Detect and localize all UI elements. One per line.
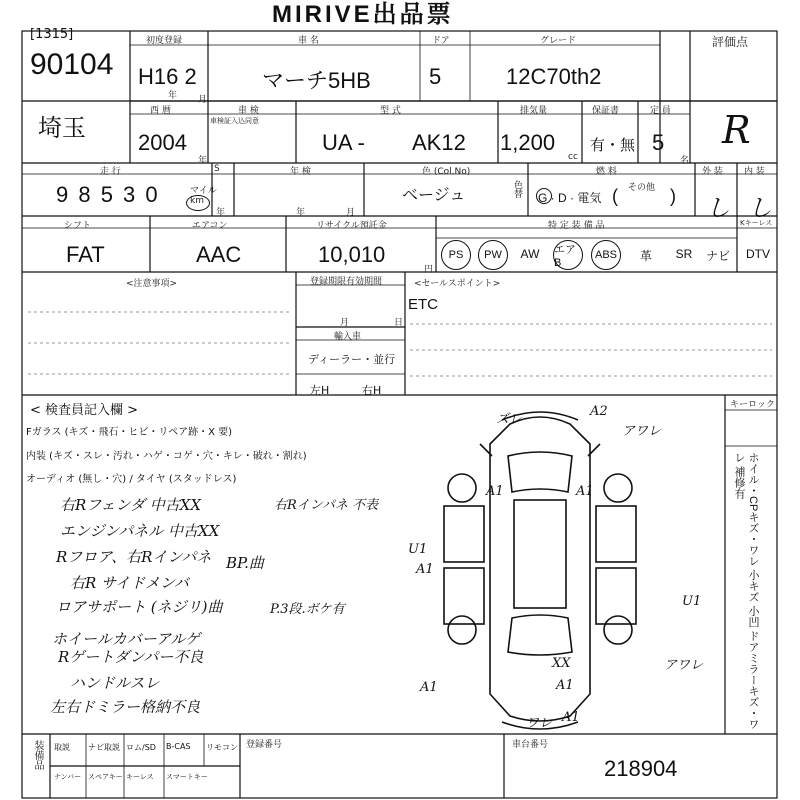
hand-note-7: Rゲートダンパー不良	[58, 648, 204, 666]
first-reg-value: H16 2	[138, 64, 197, 89]
diagram-mark: A1	[486, 484, 504, 499]
dealer-option: ディーラー・並行	[308, 353, 396, 366]
diagram-mark: XX	[552, 656, 571, 671]
color-value: ベージュ	[402, 187, 466, 204]
capacity-unit: 名	[680, 156, 690, 166]
grade: 12C70th2	[506, 64, 602, 89]
lot-bracket-number: [1315]	[30, 27, 74, 42]
western-year-label: 西 暦	[150, 106, 171, 116]
inspection-label: 車 検	[238, 106, 259, 116]
year-suffix: 年	[198, 156, 208, 166]
diagram-mark: A1	[556, 678, 574, 693]
warranty-label: 保証書	[592, 106, 620, 116]
inspector-header: < 検査員記入欄 >	[30, 403, 139, 418]
model-prefix: UA -	[322, 130, 365, 155]
equip-item: 革	[639, 249, 652, 263]
hand-extra-p3: P.3段.ボケ有	[270, 602, 345, 617]
reg-number-label: 登録番号	[246, 740, 283, 750]
keyless-label: Kキーレス	[740, 219, 773, 227]
int-value: し	[748, 194, 772, 222]
shift: FAT	[66, 242, 105, 267]
footer-item-bottom: ナンバー	[54, 773, 82, 781]
footer-item-top: B-CAS	[166, 742, 191, 751]
equip-item: DTV	[746, 247, 770, 261]
footer-item-top: ナビ取説	[88, 743, 120, 752]
hand-note-1: 右Rフェンダ 中古XX	[60, 496, 202, 514]
fuel-options: G · D · 電気	[538, 191, 602, 205]
fuel-other: その他	[628, 183, 656, 193]
recycle: 10,010	[318, 242, 386, 267]
region: 埼玉	[38, 115, 86, 142]
recycle-label: リサイクル預託金	[316, 221, 387, 231]
equip-item: ABS	[591, 240, 621, 270]
inspector-interior-line: 内装 (キズ・スレ・汚れ・ハゲ・コゲ・穴・キレ・破れ・割れ)	[26, 451, 307, 462]
diagram-mark: アワレ	[664, 658, 704, 673]
doors-label: ドア	[432, 36, 450, 46]
s-unit: 年	[216, 208, 226, 218]
deadline-label: 登録期限有効期間	[310, 277, 383, 287]
hand-note-9: 左右ドミラー格納不良	[50, 698, 201, 716]
doors: 5	[429, 64, 442, 89]
hand-note-8: ハンドルスレ	[70, 674, 160, 692]
hand-extra-panel: 右Rインパネ 不表	[274, 498, 379, 513]
mileage: 9 8 5 3 0	[56, 182, 160, 207]
diagram-mark: U1	[682, 594, 702, 609]
ac-label: エアコン	[192, 221, 228, 231]
capacity: 5	[652, 130, 665, 155]
footer-item-top: ロム/SD	[126, 743, 156, 752]
ext-label: 外 装	[702, 167, 723, 177]
int-label: 内 装	[744, 167, 765, 177]
year-label: 年	[168, 91, 178, 101]
diagram-mark: A1	[420, 680, 438, 695]
hand-extra-bp: BP.曲	[226, 554, 264, 572]
car-diagram	[440, 404, 640, 734]
chassis-label: 車台番号	[512, 740, 549, 750]
footer-item-bottom: スマートキー	[166, 773, 208, 781]
diagram-mark: ワレ	[526, 716, 553, 731]
grade-label: グレード	[540, 36, 577, 46]
equip-item: PW	[478, 240, 508, 270]
shift-label: シフト	[64, 221, 92, 231]
sales-point-label: <セールスポイント>	[414, 279, 501, 289]
equip-item: PS	[441, 240, 471, 270]
import-label: 輸入車	[334, 332, 362, 342]
inspector-audio-line: オーディオ (無し・穴) / タイヤ (スタッドレス)	[26, 474, 237, 485]
hand-note-6: ホイールカバーアルゲ	[52, 630, 201, 648]
western-year: 2004	[138, 130, 187, 155]
mileage-unit-km: km	[190, 196, 204, 206]
inspection-note: 車検証入込同意	[210, 117, 259, 125]
diagram-mark: A1	[576, 484, 594, 499]
mileage-unit-mile: マイル	[190, 186, 217, 196]
capacity-label: 定 員	[650, 106, 671, 116]
page-title: MIRIVE出品票	[272, 1, 454, 28]
equip-label: 特 定 装 備 品	[548, 221, 605, 231]
color-label: 色 (Col.No)	[422, 167, 471, 177]
caution-label: <注意事項>	[126, 279, 178, 289]
ac: AAC	[196, 242, 242, 267]
diagram-mark: A2	[590, 404, 608, 419]
fuel-label: 燃 料	[596, 167, 617, 177]
footer-item-bottom: スペアキー	[88, 773, 123, 781]
chassis-number: 218904	[604, 756, 678, 781]
deadline-day: 日	[394, 318, 404, 328]
inspector-glass-line: Fガラス (キズ・飛石・ヒビ・リペア跡・X 要)	[26, 427, 233, 438]
yen-label: 円	[424, 265, 434, 275]
equip-item: AW	[520, 247, 540, 261]
deadline-month: 月	[340, 318, 350, 328]
equip-item: ナビ	[705, 249, 730, 263]
month-label: 月	[198, 95, 208, 105]
fuel-other-paren-open: (	[612, 186, 618, 206]
cc-label: cc	[568, 152, 578, 162]
fuel-other-paren-close: )	[670, 186, 676, 206]
sales-point-value: ETC	[408, 296, 438, 313]
hand-note-3: Rフロア、右Rインパネ	[56, 548, 212, 566]
side-note: ホイル・CPキズ・ワレ 小キズ 小凹 ドアミラーキズ・ワレ 補修有	[733, 452, 759, 730]
reg-label: 年 検	[290, 167, 311, 177]
hand-note-5: ロアサポート (ネジリ)曲	[56, 598, 223, 616]
model-label: 型 式	[380, 106, 401, 116]
diagram-mark: A1	[416, 562, 434, 577]
warranty: 有・無	[590, 137, 636, 154]
mileage-label: 走 行	[100, 167, 121, 177]
displacement-label: 排気量	[520, 106, 548, 116]
score-value: R	[722, 108, 751, 152]
score-label: 評価点	[712, 35, 749, 49]
reg-year: 年	[296, 208, 306, 218]
ext-value: し	[706, 194, 730, 222]
equip-item: エアB	[553, 240, 583, 270]
color-change-label: 色替	[513, 180, 523, 198]
model-code: AK12	[412, 130, 466, 155]
car-name-label: 車 名	[298, 36, 319, 46]
first-reg-label: 初度登録	[146, 36, 183, 46]
footer-equip-label: 装備品	[32, 740, 43, 770]
hand-note-4: 右R サイドメンバ	[70, 574, 189, 592]
key-lock-label: キーロック	[730, 400, 775, 410]
diagram-mark: U1	[408, 542, 428, 557]
left-h-option: 左H	[310, 384, 330, 397]
hand-note-2: エンジンパネル 中古XX	[60, 522, 220, 540]
diagram-mark: アワレ	[622, 424, 662, 439]
displacement: 1,200	[500, 130, 556, 155]
right-h-option: 右H	[362, 384, 382, 397]
equip-item: SR	[675, 247, 693, 261]
car-name: マーチ5HB	[262, 68, 371, 93]
footer-item-top: 取説	[54, 743, 70, 752]
diagram-mark: ズレ	[496, 412, 523, 427]
reg-month: 月	[346, 208, 356, 218]
s-label: S	[214, 164, 220, 174]
lot-number: 90104	[30, 48, 114, 81]
footer-item-top: リモコン	[206, 743, 238, 752]
diagram-mark: A1	[562, 710, 580, 725]
footer-item-bottom: キーレス	[126, 773, 154, 781]
